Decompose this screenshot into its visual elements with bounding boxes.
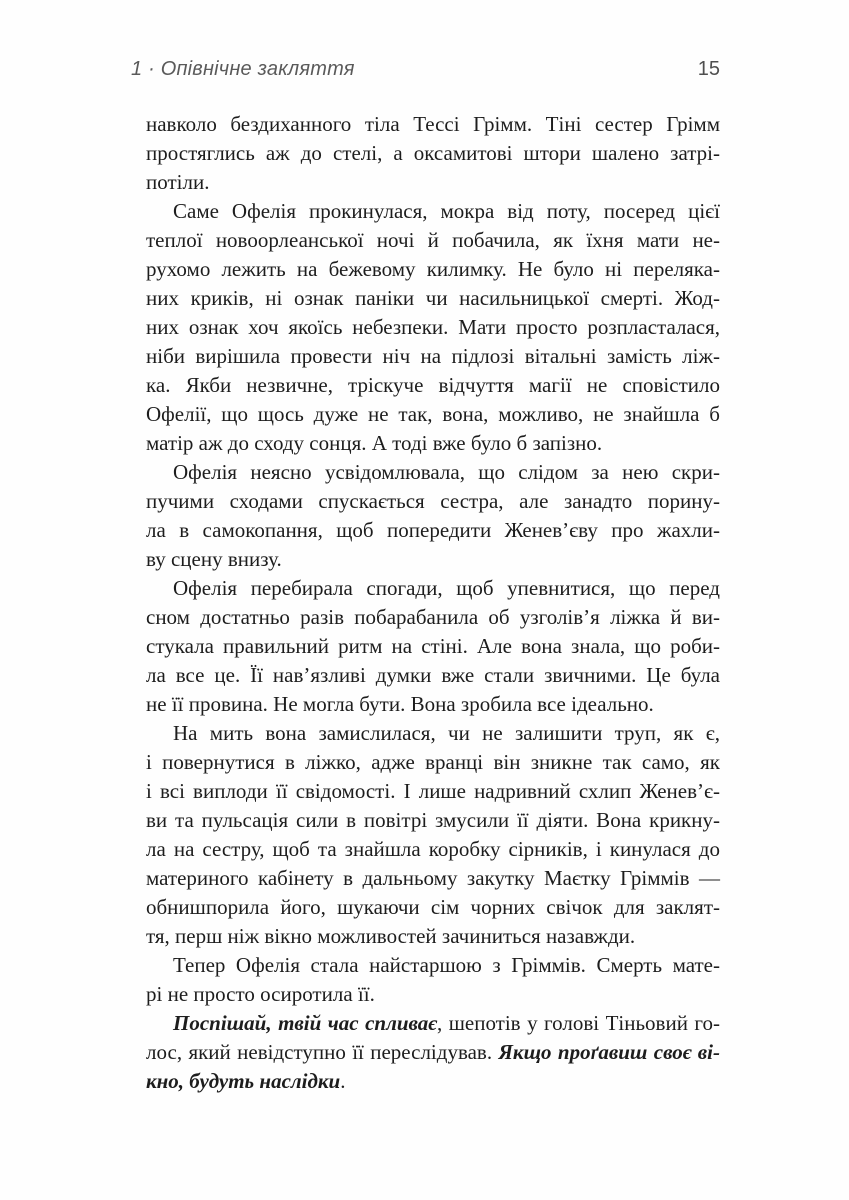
text-line <box>146 574 720 603</box>
text-line <box>146 255 720 284</box>
text-segment: рухомо лежить на бежевому килимку. Не було ні переляка- <box>146 257 720 281</box>
text-line <box>146 806 720 835</box>
text-segment: і всі виплоди її свідомості. І лише надривний схлип Женев’є- <box>146 779 720 803</box>
text-line <box>146 1009 720 1038</box>
text-line <box>146 893 720 922</box>
paragraph <box>146 1009 720 1096</box>
text-segment: ка. Якби незвичне, тріскуче відчуття магії не сповістило <box>146 373 720 397</box>
page-number: 15 <box>697 58 720 80</box>
text-segment: потіли. <box>146 170 210 194</box>
text-segment: Офелії, що щось дуже не так, вона, можливо, не знайшла б <box>146 402 720 426</box>
text-line <box>146 371 720 400</box>
text-line <box>146 110 720 139</box>
text-segment: Офелія неясно усвідомлювала, що слідом за нею скри- <box>173 460 720 484</box>
text-line <box>146 748 720 777</box>
text-line <box>146 139 720 168</box>
text-segment: ла в самокопання, щоб попередити Женев’єву про жахли- <box>146 518 720 542</box>
text-line <box>146 284 720 313</box>
paragraph <box>146 197 720 458</box>
text-line <box>146 922 720 951</box>
text-segment: ву сцену внизу. <box>146 547 282 571</box>
text-line <box>146 458 720 487</box>
text-line <box>146 603 720 632</box>
text-segment: , шепотів у голові Тіньовий го- <box>437 1011 720 1035</box>
text-segment: . <box>340 1069 346 1093</box>
text-line <box>146 719 720 748</box>
text-line <box>146 1067 720 1096</box>
text-segment: Офелія перебирала спогади, щоб упевнитися, що перед <box>173 576 720 600</box>
text-line <box>146 400 720 429</box>
text-segment: рі не просто осиротила її. <box>146 982 375 1006</box>
text-segment: теплої новоорлеанської ночі й побачила, як їхня мати не- <box>146 228 720 252</box>
text-line <box>146 835 720 864</box>
emphasized-text: Якщо проґавиш своє ві- <box>498 1040 720 1064</box>
text-line <box>146 545 720 574</box>
text-segment: материного кабінету в дальньому закутку Маєтку Гріммів — <box>146 866 720 890</box>
text-segment: не її провина. Не могла бути. Вона зробила все ідеально. <box>146 692 654 716</box>
text-line <box>146 864 720 893</box>
running-header <box>131 58 720 81</box>
text-line <box>146 313 720 342</box>
text-segment: і повернутися в ліжко, адже вранці він зникне так само, як <box>146 750 720 774</box>
text-segment: тя, перш ніж вікно можливостей зачиниться назавжди. <box>146 924 636 948</box>
text-segment: стукала правильний ритм на стіні. Але вона знала, що роби- <box>146 634 720 658</box>
text-segment: На мить вона замислилася, чи не залишити труп, як є, <box>173 721 720 745</box>
text-line <box>146 342 720 371</box>
paragraph <box>146 458 720 574</box>
text-line <box>146 951 720 980</box>
paragraph <box>146 110 720 197</box>
paragraph <box>146 951 720 1009</box>
text-segment: Тепер Офелія стала найстаршою з Гріммів. Смерть мате- <box>173 953 720 977</box>
emphasized-text: Поспішай, твій час спливає <box>173 1011 437 1035</box>
paragraph <box>146 719 720 951</box>
text-line <box>146 516 720 545</box>
text-segment: ла на сестру, щоб та знайшла коробку сірників, і кинулася до <box>146 837 720 861</box>
emphasized-text: кно, будуть наслідки <box>146 1069 341 1093</box>
text-line <box>146 226 720 255</box>
text-line <box>146 487 720 516</box>
text-segment: пучими сходами спускається сестра, але занадто порину- <box>146 489 720 513</box>
paragraph <box>146 574 720 719</box>
text-line <box>146 197 720 226</box>
text-line <box>146 429 720 458</box>
body-text <box>146 110 720 1096</box>
text-line <box>146 632 720 661</box>
text-segment: ви та пульсація сили в повітрі змусили її діяти. Вона крикну- <box>146 808 720 832</box>
text-segment: Саме Офелія прокинулася, мокра від поту, посеред цієї <box>173 199 720 223</box>
text-segment: них ознак хоч якоїсь небезпеки. Мати просто розпласталася, <box>146 315 720 339</box>
text-line <box>146 168 720 197</box>
text-segment: сном достатньо разів побарабанила об узголів’я ліжка й ви- <box>146 605 720 629</box>
text-segment: матір аж до сходу сонця. А тоді вже було б запізно. <box>146 431 603 455</box>
text-segment: них криків, ні ознак паніки чи насильницької смерті. Жод- <box>146 286 720 310</box>
text-segment: ла все це. Її нав’язливі думки вже стали звичними. Це була <box>146 663 720 687</box>
text-line <box>146 661 720 690</box>
running-head-chapter-title: 1 · Опівнічне закляття <box>131 58 355 80</box>
text-line <box>146 1038 720 1067</box>
text-segment: обнишпорила його, шукаючи сім чорних свічок для заклят- <box>146 895 720 919</box>
text-segment: навколо бездиханного тіла Тессі Грімм. Тіні сестер Грімм <box>146 112 720 136</box>
text-segment: лос, який невідступно її переслідував. <box>146 1040 499 1064</box>
text-segment: простяглись аж до стелі, а оксамитові штори шалено затрі- <box>146 141 720 165</box>
text-line <box>146 980 720 1009</box>
text-segment: ніби вирішила провести ніч на підлозі вітальні замість ліж- <box>146 344 720 368</box>
text-line <box>146 777 720 806</box>
text-line <box>146 690 720 719</box>
